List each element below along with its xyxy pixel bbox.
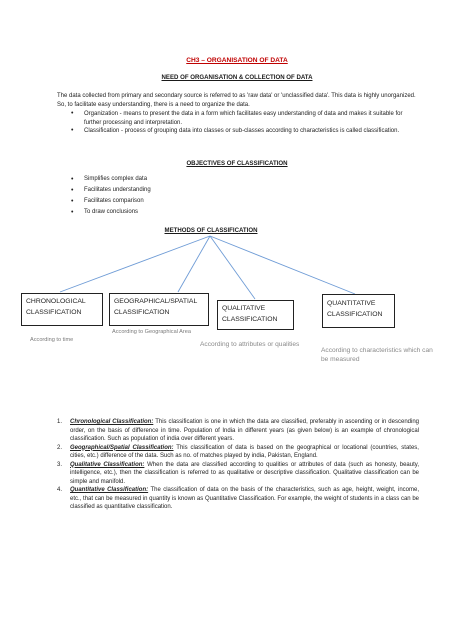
need-bullet-organization: • Organization - means to present the data in a form which facilitates easy understanding of data and makes it suitable for further processing and interpretation. [71,110,417,127]
detail-number: 4. [57,487,63,493]
objective-item: • To draw conclusions [71,207,371,218]
detail-number: 2. [57,444,63,451]
objective-item: • Simplifies complex data [71,174,371,185]
detail-text: This classification of data is based on the geographical or locational (countries, states, cities, etc.) difference of the data. Such as no. of matches played by india, Pakistan, England. [70,444,419,459]
detail-text: When the data are classified according to qualities or attributes of data (such as honesty, beauty, intelligence, etc.), then the classification is referred to as qualitative or descriptive classification. Qualitative classification can be simple and manifold. [70,461,419,485]
detail-text: This classification is one in which the data are classified, preferably in ascending or in descending order, on the basis of difference in time. Population of India in different years (as given below) is an example of chronological classification. Such as population of india over different years. [70,419,419,442]
method-box-line: QUANTITATIVE [327,300,376,307]
detail-item-geographical [57,444,419,461]
note-chronological: According to time [30,337,74,343]
intro-paragraph: The data collected from primary and secondary source is referred to as 'raw data' or 'unclassified data'. This data is highly unorganized. So, to facilitate easy understanding, there is a need to organize the data. [57,93,416,108]
detail-term: Qualitative Classification: [70,461,145,468]
method-box-qualitative [217,300,294,330]
need-bullet-classification: • Classification - process of grouping data into classes or sub-classes according to characteristics is called classification. [71,127,417,136]
method-box-chronological [21,293,103,326]
detail-item-chronological [57,418,419,444]
detail-term: Geographical/Spatial Classification: [70,444,174,451]
method-box-line: CLASSIFICATION [26,308,82,316]
need-heading: NEED OF ORGANISATION & COLLECTION OF DATA [161,74,313,81]
objective-item: • Facilitates understanding [71,185,371,196]
details-list [57,418,419,512]
note-line: be measured [321,356,360,363]
connector-line-quantitative [210,236,355,294]
method-box-line: CHRONOLOGICAL [26,298,86,305]
detail-term: Quantitative Classification: [70,487,149,493]
detail-number: 1. [57,419,63,425]
detail-number: 3. [57,461,63,468]
method-box-line: CLASSIFICATION [327,310,383,318]
detail-item-qualitative [57,461,419,487]
note-geographical: According to Geographical Area [112,329,191,335]
method-box-line: QUALITATIVE [222,305,266,312]
method-box-geographical [109,293,209,326]
page-title: CH3 – ORGANISATION OF DATA [186,57,288,64]
method-box-line: GEOGRAPHICAL/SPATIAL [114,298,198,305]
note-line: According to characteristics which can [321,347,433,354]
detail-term: Chronological Classification: [70,419,154,425]
method-box-line: CLASSIFICATION [114,308,170,316]
connector-line-geographical [178,236,210,292]
method-box-line: CLASSIFICATION [222,315,278,323]
objectives-heading: OBJECTIVES OF CLASSIFICATION [186,160,288,167]
objective-item: • Facilitates comparison [71,196,371,207]
methods-heading: METHODS OF CLASSIFICATION [164,227,258,234]
method-box-quantitative [322,294,395,328]
note-qualitative: According to attributes or qualities [200,341,300,348]
detail-text: The classification of data on the basis of the characteristics, such as age, height, weight, income, etc., that can be measured in quantity is known as Quantitative Classification. For example, the weight of students in a class can be classified as quantitative classification. [70,487,419,510]
detail-item-quantitative [57,486,419,512]
connector-line-chronological [60,236,210,292]
note-quantitative [321,346,433,364]
